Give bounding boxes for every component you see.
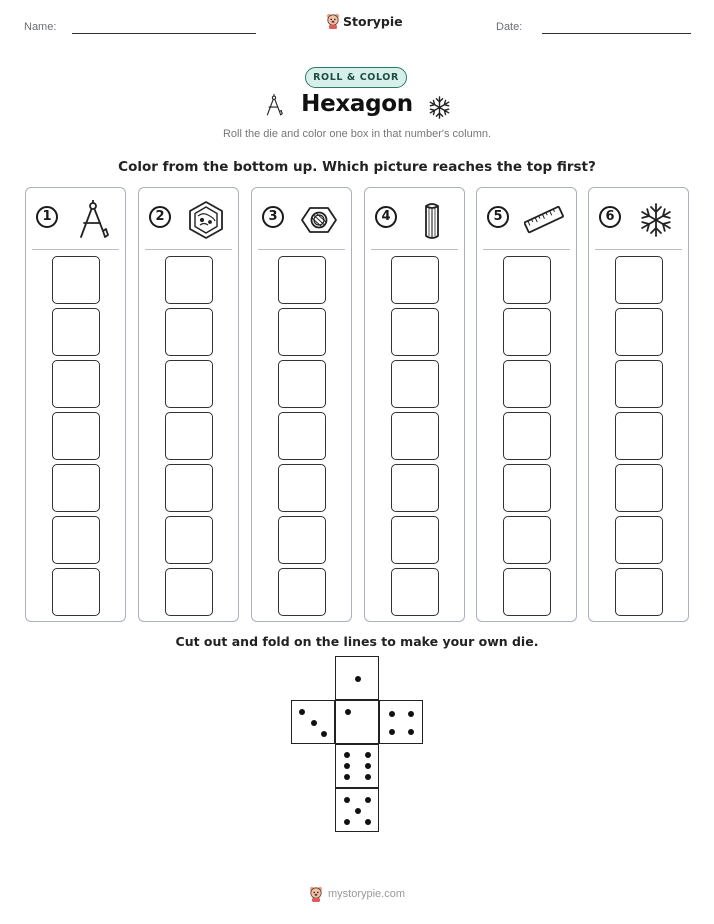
- color-box[interactable]: [165, 256, 213, 304]
- color-box[interactable]: [503, 256, 551, 304]
- color-box[interactable]: [391, 256, 439, 304]
- column-divider: [258, 249, 345, 250]
- color-box[interactable]: [615, 568, 663, 616]
- footer-url[interactable]: mystorypie.com: [327, 888, 406, 900]
- color-box[interactable]: [165, 360, 213, 408]
- column-5: [476, 187, 577, 622]
- color-box[interactable]: [615, 360, 663, 408]
- column-number: 3: [262, 206, 284, 228]
- die-face-1: [335, 656, 379, 700]
- color-box[interactable]: [278, 516, 326, 564]
- honeycomb-cell-icon: [186, 200, 226, 240]
- snowflake-icon: [427, 95, 452, 120]
- ruler-icon: [524, 200, 564, 240]
- compass-icon: [73, 200, 113, 240]
- column-number: 5: [487, 206, 509, 228]
- color-box[interactable]: [615, 412, 663, 460]
- column-number: 2: [149, 206, 171, 228]
- color-box[interactable]: [391, 360, 439, 408]
- date-line[interactable]: [542, 33, 691, 34]
- color-box[interactable]: [278, 360, 326, 408]
- die-face-5: [335, 788, 379, 832]
- hex-nut-icon: [299, 200, 339, 240]
- color-box[interactable]: [52, 308, 100, 356]
- bear-mascot-icon: [326, 13, 340, 29]
- color-box[interactable]: [52, 516, 100, 564]
- die-pip: [321, 731, 327, 737]
- color-box[interactable]: [278, 568, 326, 616]
- roll-and-color-badge: ROLL & COLOR: [305, 67, 407, 88]
- column-2: [138, 187, 239, 622]
- color-box[interactable]: [165, 464, 213, 512]
- die-pip: [344, 819, 350, 825]
- die-pip: [299, 709, 305, 715]
- die-face-6: [335, 744, 379, 788]
- die-pip: [355, 676, 361, 682]
- color-box[interactable]: [165, 568, 213, 616]
- color-box[interactable]: [503, 308, 551, 356]
- color-box[interactable]: [278, 412, 326, 460]
- die-pip: [365, 797, 371, 803]
- die-pip: [389, 729, 395, 735]
- die-pip: [408, 729, 414, 735]
- color-box[interactable]: [165, 308, 213, 356]
- column-number: 4: [375, 206, 397, 228]
- die-pip: [344, 763, 350, 769]
- column-3: [251, 187, 352, 622]
- color-box[interactable]: [52, 256, 100, 304]
- column-number: 6: [599, 206, 621, 228]
- color-box[interactable]: [503, 360, 551, 408]
- snowflake-icon: [636, 200, 676, 240]
- die-pip: [365, 763, 371, 769]
- die-pip: [345, 709, 351, 715]
- column-6: [588, 187, 689, 622]
- color-box[interactable]: [278, 464, 326, 512]
- color-box[interactable]: [391, 568, 439, 616]
- column-divider: [32, 249, 119, 250]
- die-pip: [408, 711, 414, 717]
- color-box[interactable]: [503, 568, 551, 616]
- die-face-3: [291, 700, 335, 744]
- date-label: Date:: [496, 21, 523, 33]
- column-divider: [595, 249, 682, 250]
- die-pip: [389, 711, 395, 717]
- die-pip: [344, 752, 350, 758]
- color-box[interactable]: [52, 360, 100, 408]
- footer: [0, 886, 714, 902]
- color-box[interactable]: [615, 464, 663, 512]
- die-pip: [365, 819, 371, 825]
- column-1: [25, 187, 126, 622]
- column-4: [364, 187, 465, 622]
- color-box[interactable]: [391, 412, 439, 460]
- color-box[interactable]: [52, 464, 100, 512]
- color-box[interactable]: [52, 412, 100, 460]
- die-pip: [311, 720, 317, 726]
- name-label: Name:: [24, 21, 57, 33]
- column-divider: [145, 249, 232, 250]
- die-pip: [344, 797, 350, 803]
- color-box[interactable]: [391, 516, 439, 564]
- name-line[interactable]: [72, 33, 256, 34]
- color-box[interactable]: [165, 412, 213, 460]
- column-number: 1: [36, 206, 58, 228]
- pencil-icon: [412, 200, 452, 240]
- page-title: Hexagon: [301, 91, 413, 117]
- die-pip: [344, 774, 350, 780]
- column-divider: [483, 249, 570, 250]
- brand-name: Storypie: [343, 13, 403, 29]
- storypie-logo: [326, 13, 403, 29]
- die-instruction: Cut out and fold on the lines to make your own die.: [175, 634, 539, 649]
- die-pip: [365, 774, 371, 780]
- die-face-4: [379, 700, 423, 744]
- subtitle: Roll the die and color one box in that number's column.: [222, 128, 492, 140]
- color-box[interactable]: [278, 308, 326, 356]
- color-box[interactable]: [391, 464, 439, 512]
- color-box[interactable]: [391, 308, 439, 356]
- instruction: Color from the bottom up. Which picture reaches the top first?: [118, 159, 596, 175]
- color-box[interactable]: [165, 516, 213, 564]
- color-box[interactable]: [503, 412, 551, 460]
- die-pip: [355, 808, 361, 814]
- color-box[interactable]: [503, 516, 551, 564]
- color-box[interactable]: [615, 516, 663, 564]
- color-box[interactable]: [615, 308, 663, 356]
- die-face-1-center: [335, 700, 379, 744]
- color-box[interactable]: [615, 256, 663, 304]
- color-box[interactable]: [503, 464, 551, 512]
- bear-mascot-icon: [309, 886, 323, 902]
- die-pip: [365, 752, 371, 758]
- color-box[interactable]: [278, 256, 326, 304]
- column-divider: [371, 249, 458, 250]
- color-box[interactable]: [52, 568, 100, 616]
